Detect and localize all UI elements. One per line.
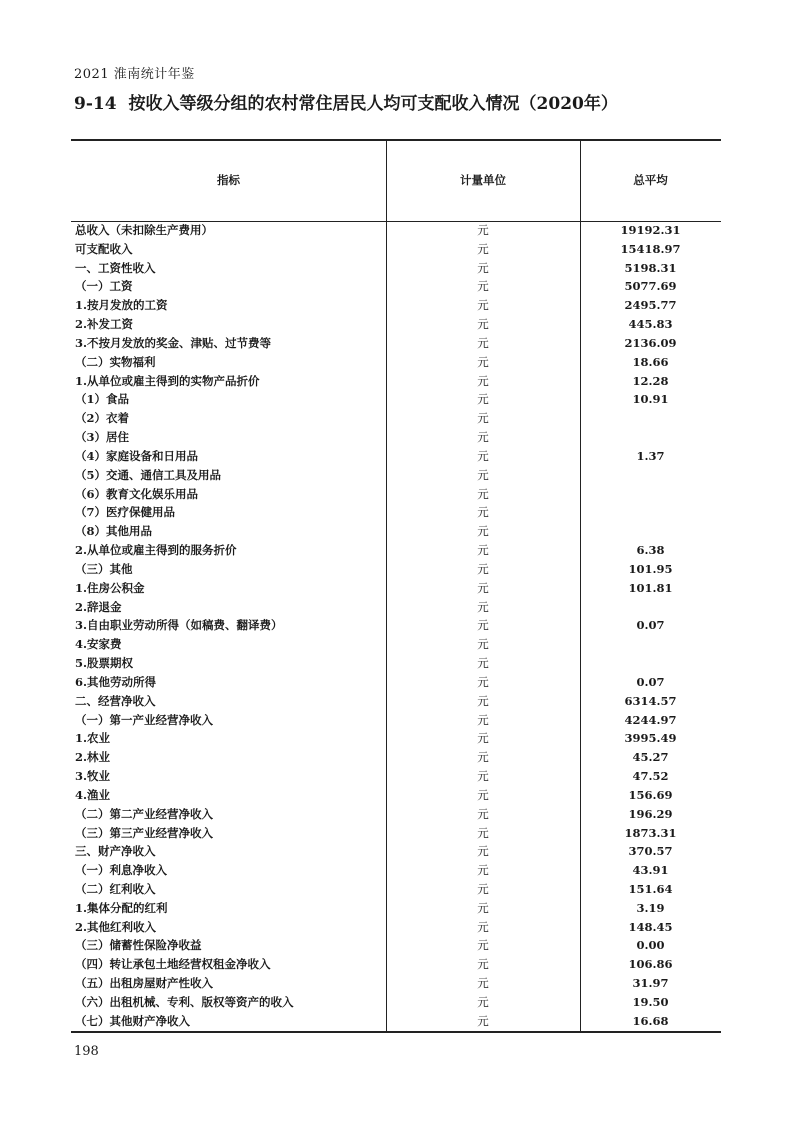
row-unit: 元	[477, 712, 489, 727]
table-row	[71, 541, 721, 560]
row-label: （四）转让承包土地经营权租金净收入	[75, 957, 271, 972]
table-row	[71, 805, 721, 824]
row-label: （5）交通、通信工具及用品	[75, 467, 222, 482]
row-label: 3.不按月发放的奖金、津贴、过节费等	[75, 335, 272, 350]
column-header-indicator: 指标	[217, 173, 240, 187]
table-row	[71, 221, 721, 240]
row-unit: 元	[477, 524, 489, 539]
row-value: 45.27	[632, 750, 669, 765]
row-label: 可支配收入	[75, 241, 133, 256]
table-row	[71, 259, 721, 278]
row-label: 4.安家费	[75, 637, 122, 652]
row-unit: 元	[477, 637, 489, 652]
row-label: 三、财产净收入	[75, 844, 156, 859]
table-row	[71, 522, 721, 541]
row-value: 1873.31	[624, 825, 677, 840]
row-value: 6314.57	[624, 693, 677, 708]
table-row	[71, 786, 721, 805]
row-value: 370.57	[628, 844, 673, 859]
row-unit: 元	[477, 976, 489, 991]
table-row	[71, 918, 721, 937]
row-label: （七）其他财产净收入	[75, 1013, 190, 1028]
row-value: 101.81	[628, 580, 673, 595]
row-unit: 元	[477, 335, 489, 350]
row-label: （7）医疗保健用品	[75, 505, 176, 520]
table-row	[71, 560, 721, 579]
table-row	[71, 767, 721, 786]
row-unit: 元	[477, 317, 489, 332]
page-number: 198	[74, 1044, 99, 1059]
row-unit: 元	[477, 994, 489, 1009]
row-unit: 元	[477, 467, 489, 482]
row-unit: 元	[477, 618, 489, 633]
row-label: 1.住房公积金	[75, 580, 145, 595]
row-value: 12.28	[632, 373, 669, 388]
row-value: 156.69	[628, 787, 673, 802]
row-label: （6）教育文化娱乐用品	[75, 486, 199, 501]
row-value: 15418.97	[620, 241, 681, 256]
table-row	[71, 296, 721, 315]
row-value: 10.91	[632, 392, 669, 407]
row-value: 106.86	[628, 957, 673, 972]
row-unit: 元	[477, 486, 489, 501]
row-unit: 元	[477, 674, 489, 689]
table-row	[71, 353, 721, 372]
row-unit: 元	[477, 580, 489, 595]
row-value: 0.07	[636, 674, 665, 689]
row-value: 19.50	[632, 994, 669, 1009]
row-value: 2136.09	[624, 335, 677, 350]
row-value: 43.91	[632, 863, 669, 878]
row-unit: 元	[477, 223, 489, 237]
row-label: 3.牧业	[75, 769, 111, 784]
row-unit: 元	[477, 561, 489, 576]
row-value: 5198.31	[624, 260, 677, 275]
table-row	[71, 1012, 721, 1031]
row-unit: 元	[477, 392, 489, 407]
table-row	[71, 466, 721, 485]
row-label: （二）实物福利	[75, 354, 156, 369]
row-label: 1.农业	[75, 731, 111, 746]
row-label: 1.集体分配的红利	[75, 900, 168, 915]
row-label: 3.自由职业劳动所得（如稿费、翻译费）	[75, 618, 283, 633]
table-row	[71, 485, 721, 504]
row-label: 2.补发工资	[75, 317, 134, 332]
table-row	[71, 598, 721, 617]
row-unit: 元	[477, 298, 489, 313]
table-bottom-rule	[71, 1031, 721, 1033]
table-row	[71, 334, 721, 353]
table-row	[71, 390, 721, 409]
table-row	[71, 861, 721, 880]
row-label: 2.其他红利收入	[75, 919, 157, 934]
table-row	[71, 409, 721, 428]
row-value: 5077.69	[624, 279, 677, 294]
table-row	[71, 315, 721, 334]
row-value: 101.95	[628, 561, 673, 576]
table-body	[71, 221, 721, 1031]
table-title-text: 按收入等级分组的农村常住居民人均可支配收入情况（2020年）	[128, 94, 618, 114]
table-row	[71, 240, 721, 259]
table-number: 9-14	[74, 94, 117, 114]
row-unit: 元	[477, 693, 489, 708]
row-unit: 元	[477, 769, 489, 784]
row-value: 445.83	[628, 317, 673, 332]
table-row	[71, 711, 721, 730]
row-unit: 元	[477, 900, 489, 915]
row-unit: 元	[477, 957, 489, 972]
book-title: 2021 淮南统计年鉴	[74, 67, 195, 82]
table-top-rule	[71, 139, 721, 141]
row-unit: 元	[477, 411, 489, 426]
row-value: 3995.49	[624, 731, 677, 746]
row-label: 4.渔业	[75, 787, 111, 802]
table-row	[71, 503, 721, 522]
row-unit: 元	[477, 354, 489, 369]
table-row	[71, 880, 721, 899]
row-unit: 元	[477, 430, 489, 445]
row-unit: 元	[477, 806, 489, 821]
row-label: 总收入（未扣除生产费用）	[75, 223, 213, 237]
row-value: 2495.77	[624, 298, 677, 313]
row-unit: 元	[477, 881, 489, 896]
row-unit: 元	[477, 825, 489, 840]
table-row	[71, 936, 721, 955]
table-row	[71, 899, 721, 918]
row-label: （1）食品	[75, 392, 130, 407]
row-unit: 元	[477, 543, 489, 558]
row-unit: 元	[477, 731, 489, 746]
table-row	[71, 692, 721, 711]
row-label: （2）衣着	[75, 411, 130, 426]
table-row	[71, 635, 721, 654]
row-label: 2.从单位或雇主得到的服务折价	[75, 543, 237, 558]
row-label: （3）居住	[75, 430, 130, 445]
row-value: 6.38	[636, 543, 665, 558]
row-label: 2.林业	[75, 750, 111, 765]
row-value: 0.07	[636, 618, 665, 633]
row-value: 148.45	[628, 919, 673, 934]
row-unit: 元	[477, 919, 489, 934]
row-unit: 元	[477, 844, 489, 859]
row-unit: 元	[477, 505, 489, 520]
row-label: （三）储蓄性保险净收益	[75, 938, 202, 953]
row-value: 151.64	[628, 881, 673, 896]
row-value: 47.52	[632, 769, 669, 784]
table-row	[71, 729, 721, 748]
row-label: 5.股票期权	[75, 656, 134, 671]
table-row	[71, 654, 721, 673]
table-row	[71, 955, 721, 974]
row-label: （一）第一产业经营净收入	[75, 712, 213, 727]
table-title	[74, 89, 618, 114]
table-row	[71, 277, 721, 296]
row-value: 16.68	[632, 1013, 669, 1028]
row-value: 4244.97	[624, 712, 677, 727]
row-unit: 元	[477, 656, 489, 671]
row-unit: 元	[477, 241, 489, 256]
row-unit: 元	[477, 750, 489, 765]
row-unit: 元	[477, 787, 489, 802]
row-value: 0.00	[636, 938, 665, 953]
table-row	[71, 993, 721, 1012]
row-unit: 元	[477, 1013, 489, 1028]
table-row	[71, 372, 721, 391]
row-unit: 元	[477, 938, 489, 953]
row-label: 6.其他劳动所得	[75, 674, 157, 689]
table-row	[71, 447, 721, 466]
row-value: 196.29	[628, 806, 673, 821]
column-header-average: 总平均	[633, 173, 668, 187]
row-unit: 元	[477, 279, 489, 294]
row-value: 31.97	[632, 976, 669, 991]
row-label: （三）其他	[75, 561, 133, 576]
table-row	[71, 428, 721, 447]
row-unit: 元	[477, 373, 489, 388]
row-label: （二）第二产业经营净收入	[75, 806, 213, 821]
row-value: 1.37	[636, 448, 665, 463]
table-row	[71, 616, 721, 635]
row-value: 18.66	[632, 354, 669, 369]
row-label: （一）工资	[75, 279, 133, 294]
table-row	[71, 748, 721, 767]
row-label: 一、工资性收入	[75, 260, 156, 275]
table-row	[71, 842, 721, 861]
row-value: 19192.31	[620, 223, 681, 237]
row-label: （三）第三产业经营净收入	[75, 825, 213, 840]
row-label: 2.辞退金	[75, 599, 122, 614]
row-label: （一）利息净收入	[75, 863, 167, 878]
table-row	[71, 824, 721, 843]
row-label: 1.从单位或雇主得到的实物产品折价	[75, 373, 260, 388]
row-unit: 元	[477, 260, 489, 275]
row-label: （4）家庭设备和日用品	[75, 448, 199, 463]
row-label: 1.按月发放的工资	[75, 298, 168, 313]
row-label: （六）出租机械、专利、版权等资产的收入	[75, 994, 294, 1009]
row-unit: 元	[477, 448, 489, 463]
row-unit: 元	[477, 863, 489, 878]
row-label: （五）出租房屋财产性收入	[75, 976, 213, 991]
table-row	[71, 579, 721, 598]
row-label: （8）其他用品	[75, 524, 153, 539]
column-header-unit: 计量单位	[460, 173, 506, 187]
row-label: （二）红利收入	[75, 881, 156, 896]
row-value: 3.19	[636, 900, 665, 915]
row-unit: 元	[477, 599, 489, 614]
table-row	[71, 974, 721, 993]
row-label: 二、经营净收入	[75, 693, 156, 708]
table-row	[71, 673, 721, 692]
